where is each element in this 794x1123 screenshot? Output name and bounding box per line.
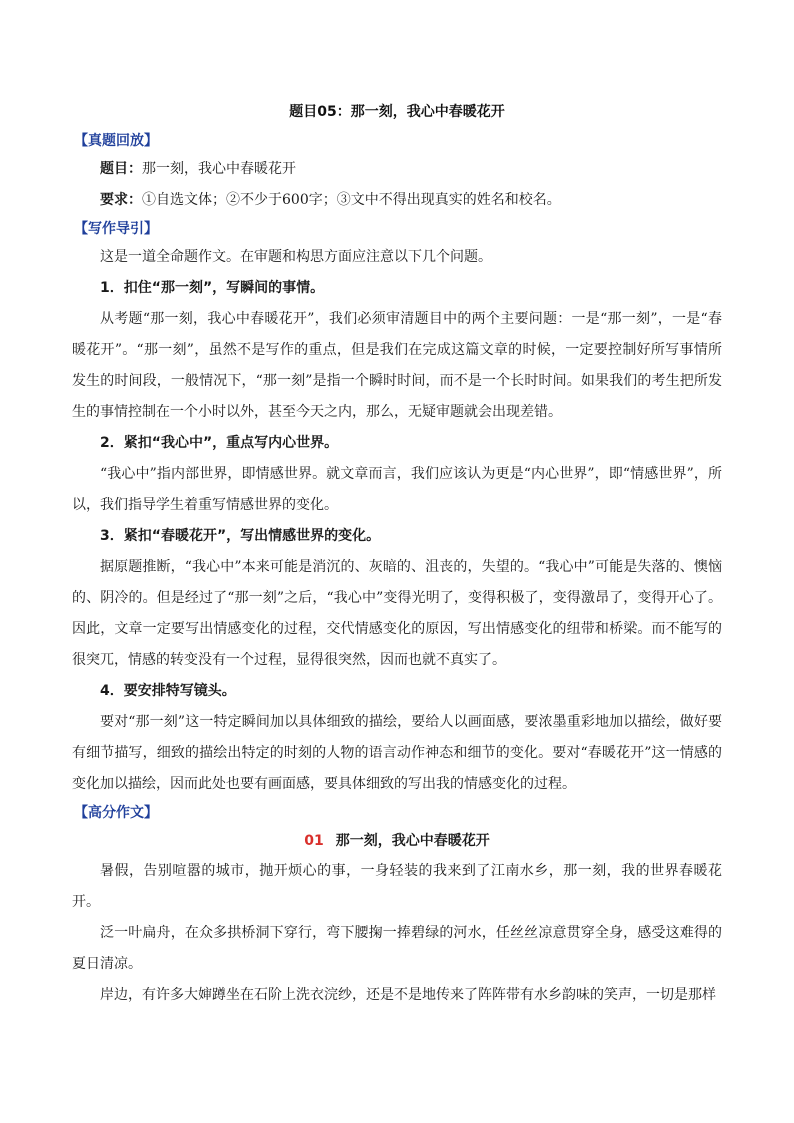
section-header-gaofen: 【高分作文】 [74, 805, 158, 821]
requirement-label: 要求： [100, 192, 142, 208]
essay-paragraph-3: 岸边，有许多大婶蹲坐在石阶上洗衣浣纱，还是不是地传来了阵阵带有水乡韵味的笑声，一切是那样 [100, 987, 716, 1003]
guide-point-2-title: 2．紧扣“我心中”，重点写内心世界。 [100, 435, 339, 451]
guide-point-3-title: 3．紧扣“春暖花开”，写出情感世界的变化。 [100, 528, 381, 544]
essay-paragraph-1: 暑假，告别喧嚣的城市，抛开烦心的事，一身轻装的我来到了江南水乡，那一刻，我的世界春暖花开。 [72, 863, 722, 910]
topic-label: 题目： [100, 161, 142, 177]
guide-point-3-text: 据原题推断，“我心中”本来可能是消沉的、灰暗的、沮丧的，失望的。“我心中”可能是失落的、懊恼的、阴冷的。但是经过了“那一刻”之后，“我心中”变得光明了，变得积极了，变得激昂了，变得开心了。因此，文章一定要写出情感变化的过程，交代情感变化的原因，写出情感变化的纽带和桥梁。而不能写的很突兀，情感的转变没有一个过程，显得很突然，因而也就不真实了。 [72, 559, 722, 668]
guide-intro: 这是一道全命题作文。在审题和构思方面应注意以下几个问题。 [100, 249, 492, 265]
guide-point-1-title: 1．扣住“那一刻”，写瞬间的事情。 [100, 280, 325, 296]
requirement-text: ①自选文体；②不少于600字；③文中不得出现真实的姓名和校名。 [142, 192, 561, 208]
page-title: 题目05：那一刻，我心中春暖花开 [289, 104, 505, 120]
section-header-zhenti: 【真题回放】 [74, 133, 158, 149]
guide-point-4-text: 要对“那一刻”这一特定瞬间加以具体细致的描绘，要给人以画面感，要浓墨重彩地加以描绘，做好要有细节描写，细致的描绘出特定的时刻的人物的语言动作神态和细节的变化。要对“春暖花开”这一情感的变化加以描绘，因而此处也要有画面感，要具体细致的写出我的情感变化的过程。 [72, 714, 722, 792]
requirement-line [72, 185, 722, 216]
essay-paragraph-2: 泛一叶扁舟，在众多拱桥洞下穿行，弯下腰掬一捧碧绿的河水，任丝丝凉意贯穿全身，感受这难得的夏日清凉。 [72, 925, 722, 972]
guide-point-1-text: 从考题“那一刻，我心中春暖花开”，我们必须审清题目中的两个主要问题：一是“那一刻”，一是“春暖花开”。“那一刻”，虽然不是写作的重点，但是我们在完成这篇文章的时候，一定要控制好所写事情所发生的时间段，一般情况下，“那一刻”是指一个瞬时时间，而不是一个长时时间。如果我们的考生把所发生的事情控制在一个小时以外，甚至今天之内，那么，无疑审题就会出现差错。 [72, 311, 722, 420]
guide-point-2-text: “我心中”指内部世界，即情感世界。就文章而言，我们应该认为更是“内心世界”，即“情感世界”，所以，我们指导学生着重写情感世界的变化。 [72, 466, 722, 513]
essay-title [72, 826, 722, 856]
section-header-daoyin: 【写作导引】 [74, 221, 158, 237]
guide-point-4-title: 4．要安排特写镜头。 [100, 683, 236, 699]
topic-line [72, 154, 722, 185]
essay-title-text: 那一刻，我心中春暖花开 [335, 833, 490, 849]
essay-number: 01 [304, 833, 324, 849]
topic-text: 那一刻，我心中春暖花开 [142, 161, 296, 177]
document-content [72, 98, 722, 1011]
